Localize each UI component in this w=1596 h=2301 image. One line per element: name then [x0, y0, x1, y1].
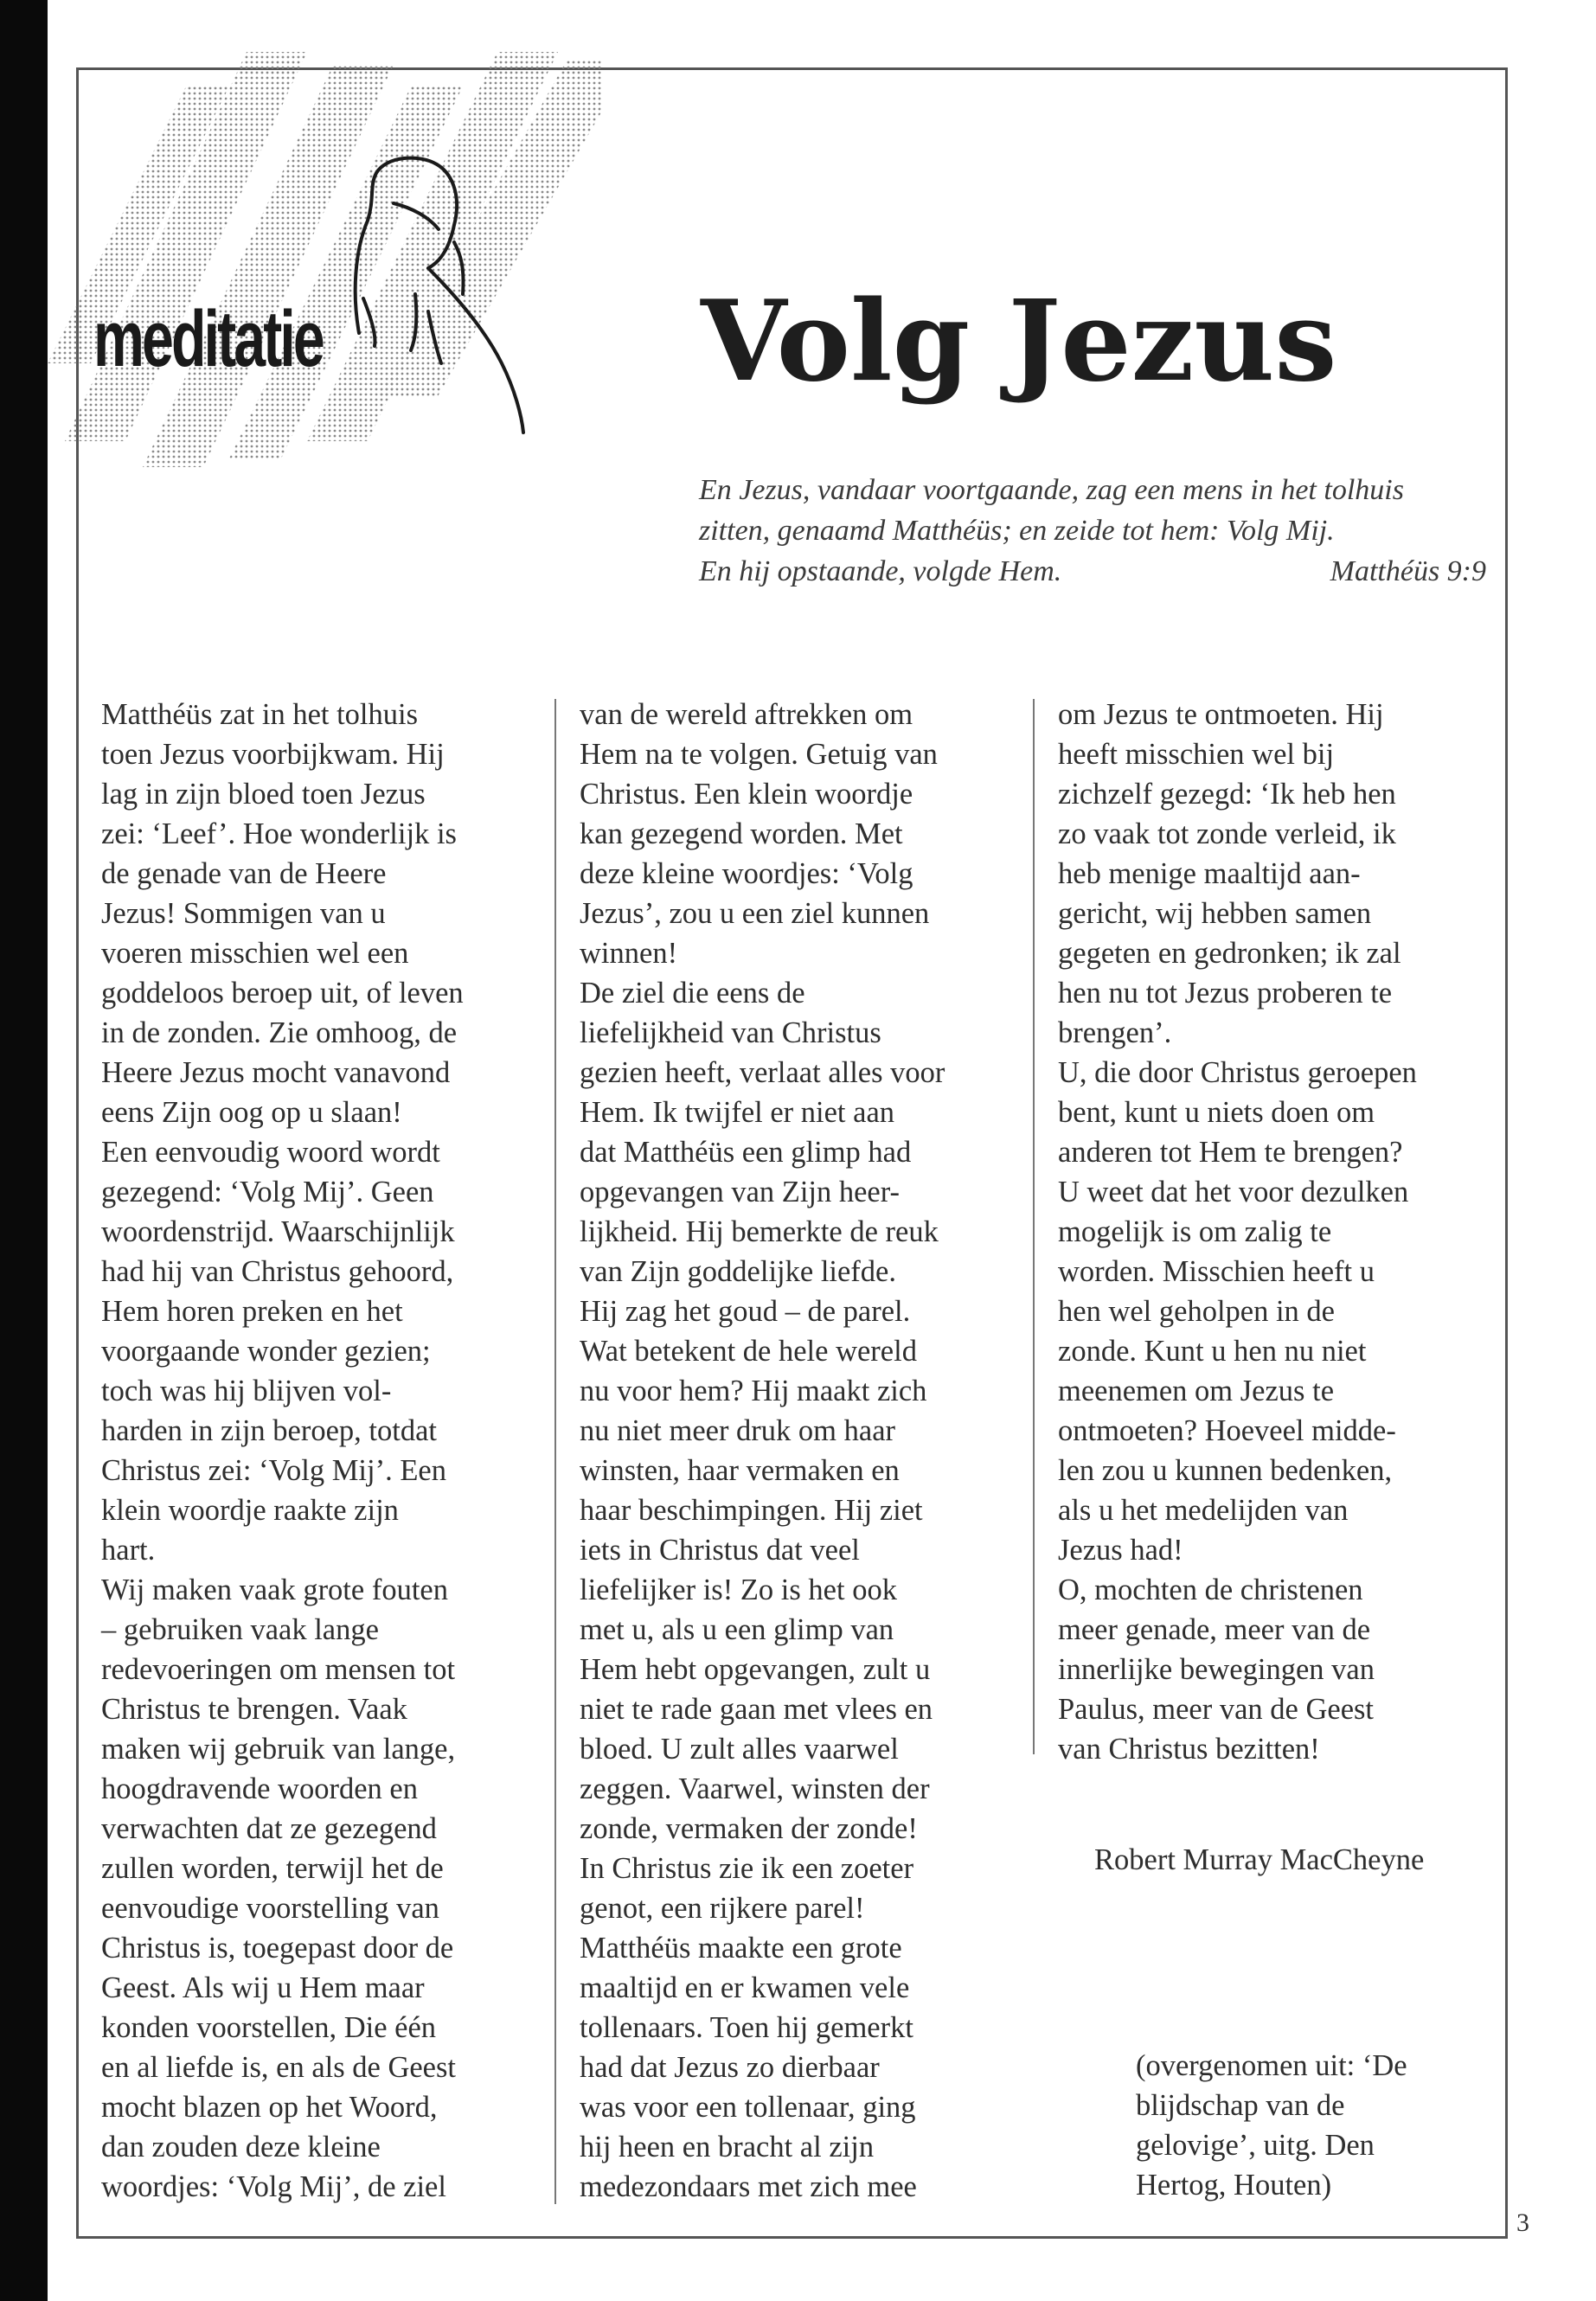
text-line: verwachten dat ze gezegend [101, 1812, 437, 1845]
text-line: hij heen en bracht al zijn [580, 2131, 875, 2163]
text-line: konden voorstellen, Die één [101, 2011, 437, 2044]
text-line: zichzelf gezegd: ‘Ik heb hen [1058, 778, 1396, 811]
text-line: Hem horen preken en het [101, 1295, 403, 1328]
text-line: U, die door Christus geroepen [1058, 1056, 1417, 1089]
text-line: liefelijker is! Zo is het ook [580, 1574, 897, 1606]
text-line: gericht, wij hebben samen [1058, 897, 1372, 930]
text-column-3 [1058, 695, 1490, 1769]
text-line: klein woordje raakte zijn [101, 1494, 399, 1527]
text-line: van de wereld aftrekken om [580, 698, 913, 731]
page-spine [0, 0, 48, 2301]
text-line: Heere Jezus mocht vanavond [101, 1056, 451, 1089]
text-line: Christus is, toegepast door de [101, 1932, 454, 1965]
text-line: zullen worden, terwijl het de [101, 1852, 444, 1885]
text-line: hen nu tot Jezus proberen te [1058, 977, 1393, 1009]
text-line: In Christus zie ik een zoeter [580, 1852, 914, 1885]
text-line: woordjes: ‘Volg Mij’, de ziel [101, 2170, 446, 2203]
section-label: meditatie [93, 295, 323, 383]
text-line: winnen! [580, 937, 678, 970]
page-title: Volg Jezus [701, 277, 1337, 407]
text-line: Wat betekent de hele wereld [580, 1335, 917, 1368]
text-line: liefelijkheid van Christus [580, 1016, 881, 1049]
text-line: Hem hebt opgevangen, zult u [580, 1653, 931, 1686]
text-line: niet te rade gaan met vlees en [580, 1693, 933, 1726]
text-line: bloed. U zult alles vaarwel [580, 1733, 899, 1766]
text-line: – gebruiken vaak lange [101, 1613, 379, 1646]
quote-line: zitten, genaamd Matthéüs; en zeide tot hem: Volg Mij. [699, 515, 1335, 547]
text-line: had hij van Christus gehoord, [101, 1255, 454, 1288]
text-line: Wij maken vaak grote fouten [101, 1574, 448, 1606]
text-line: zeggen. Vaarwel, winsten der [580, 1772, 930, 1805]
text-line: eenvoudige voorstelling van [101, 1892, 439, 1925]
source-note [1136, 2046, 1407, 2205]
text-line: Matthéüs zat in het tolhuis [101, 698, 419, 731]
text-line: als u het medelijden van [1058, 1494, 1349, 1527]
text-line: Een eenvoudig woord wordt [101, 1136, 440, 1169]
text-line: nu niet meer druk om haar [580, 1414, 895, 1447]
text-line: had dat Jezus zo dierbaar [580, 2051, 880, 2084]
text-line: U weet dat het voor dezulken [1058, 1176, 1409, 1208]
text-line: De ziel die eens de [580, 977, 805, 1009]
text-line: gegeten en gedronken; ik zal [1058, 937, 1401, 970]
text-line: brengen’. [1058, 1016, 1172, 1049]
text-line: met u, als u een glimp van [580, 1613, 894, 1646]
text-line: hen wel geholpen in de [1058, 1295, 1335, 1328]
text-line: meenemen om Jezus te [1058, 1375, 1335, 1407]
text-line: mogelijk is om zalig te [1058, 1215, 1332, 1248]
scripture-reference: Matthéüs 9:9 [1330, 555, 1486, 587]
text-line: voorgaande wonder gezien; [101, 1335, 431, 1368]
text-line: Paulus, meer van de Geest [1058, 1693, 1375, 1726]
text-line: maaltijd en er kwamen vele [580, 1971, 910, 2004]
text-line: redevoeringen om mensen tot [101, 1653, 456, 1686]
text-line: heeft misschien wel bij [1058, 738, 1335, 771]
text-line: zo vaak tot zonde verleid, ik [1058, 817, 1396, 850]
text-line: woordenstrijd. Waarschijnlijk [101, 1215, 455, 1248]
text-line: nu voor hem? Hij maakt zich [580, 1375, 927, 1407]
text-line: zonde. Kunt u hen nu niet [1058, 1335, 1367, 1368]
text-line: en al liefde is, en als de Geest [101, 2051, 457, 2084]
text-line: winsten, haar vermaken en [580, 1454, 900, 1487]
text-line: heb menige maaltijd aan- [1058, 857, 1361, 890]
text-line: Jezus had! [1058, 1534, 1183, 1567]
text-line: opgevangen van Zijn heer- [580, 1176, 901, 1208]
text-line: toen Jezus voorbijkwam. Hij [101, 738, 445, 771]
column-divider [1033, 699, 1035, 1754]
page-number: 3 [1516, 2208, 1529, 2237]
text-line: van Christus bezitten! [1058, 1733, 1320, 1766]
source-line: blijdschap van de [1136, 2089, 1345, 2122]
text-line: goddeloos beroep uit, of leven [101, 977, 464, 1009]
text-column-2 [580, 695, 1012, 2207]
text-line: voeren misschien wel een [101, 937, 409, 970]
quote-last-line [699, 551, 1486, 592]
text-line: bent, kunt u niets doen om [1058, 1096, 1375, 1129]
text-line: zonde, vermaken der zonde! [580, 1812, 918, 1845]
quote-line: En hij opstaande, volgde Hem. [699, 555, 1062, 587]
text-line: mocht blazen op het Woord, [101, 2091, 438, 2124]
text-line: Hem na te volgen. Getuig van [580, 738, 938, 771]
text-line: deze kleine woordjes: ‘Volg [580, 857, 913, 890]
text-line: haar beschimpingen. Hij ziet [580, 1494, 923, 1527]
scripture-quote [699, 470, 1486, 592]
text-line: gezien heeft, verlaat alles voor [580, 1056, 945, 1089]
text-line: lijkheid. Hij bemerkte de reuk [580, 1215, 939, 1248]
text-line: van Zijn goddelijke liefde. [580, 1255, 896, 1288]
text-line: toch was hij blijven vol- [101, 1375, 392, 1407]
text-line: hart. [101, 1534, 156, 1567]
text-line: was voor een tollenaar, ging [580, 2091, 916, 2124]
text-line: anderen tot Hem te brengen? [1058, 1136, 1403, 1169]
text-line: dat Matthéüs een glimp had [580, 1136, 912, 1169]
text-line: dan zouden deze kleine [101, 2131, 381, 2163]
text-line: iets in Christus dat veel [580, 1534, 860, 1567]
text-line: meer genade, meer van de [1058, 1613, 1371, 1646]
text-line: Jezus! Sommigen van u [101, 897, 386, 930]
text-line: de genade van de Heere [101, 857, 387, 890]
text-line: Christus te brengen. Vaak [101, 1693, 407, 1726]
text-line: Christus. Een klein woordje [580, 778, 913, 811]
text-line: kan gezegend worden. Met [580, 817, 903, 850]
text-line: eens Zijn oog op u slaan! [101, 1096, 402, 1129]
text-line: Matthéüs maakte een grote [580, 1932, 902, 1965]
text-line: ontmoeten? Hoeveel midde- [1058, 1414, 1396, 1447]
text-line: O, mochten de christenen [1058, 1574, 1363, 1606]
quote-line: En Jezus, vandaar voortgaande, zag een mens in het tolhuis [699, 474, 1404, 506]
text-line: worden. Misschien heeft u [1058, 1255, 1375, 1288]
text-line: len zou u kunnen bedenken, [1058, 1454, 1393, 1487]
text-line: gezegend: ‘Volg Mij’. Geen [101, 1176, 434, 1208]
meditation-illustration [48, 35, 601, 484]
text-line: genot, een rijkere parel! [580, 1892, 865, 1925]
text-line: Hij zag het goud – de parel. [580, 1295, 911, 1328]
text-line: in de zonden. Zie omhoog, de [101, 1016, 458, 1049]
text-line: Jezus’, zou u een ziel kunnen [580, 897, 930, 930]
text-line: harden in zijn beroep, totdat [101, 1414, 437, 1447]
text-line: hoogdravende woorden en [101, 1772, 418, 1805]
source-line: gelovige’, uitg. Den [1136, 2129, 1375, 2162]
text-line: Hem. Ik twijfel er niet aan [580, 1096, 895, 1129]
text-line: Christus zei: ‘Volg Mij’. Een [101, 1454, 446, 1487]
text-line: maken wij gebruik van lange, [101, 1733, 456, 1766]
source-line: Hertog, Houten) [1136, 2169, 1332, 2202]
text-line: lag in zijn bloed toen Jezus [101, 778, 426, 811]
column-divider [554, 699, 556, 2204]
text-line: om Jezus te ontmoeten. Hij [1058, 698, 1384, 731]
source-line: (overgenomen uit: ‘De [1136, 2049, 1407, 2082]
author-name: Robert Murray MacCheyne [1094, 1843, 1425, 1876]
text-line: Geest. Als wij u Hem maar [101, 1971, 425, 2004]
text-line: zei: ‘Leef’. Hoe wonderlijk is [101, 817, 457, 850]
text-column-1 [101, 695, 534, 2207]
text-line: innerlijke bewegingen van [1058, 1653, 1375, 1686]
text-line: medezondaars met zich mee [580, 2170, 917, 2203]
text-line: tollenaars. Toen hij gemerkt [580, 2011, 913, 2044]
